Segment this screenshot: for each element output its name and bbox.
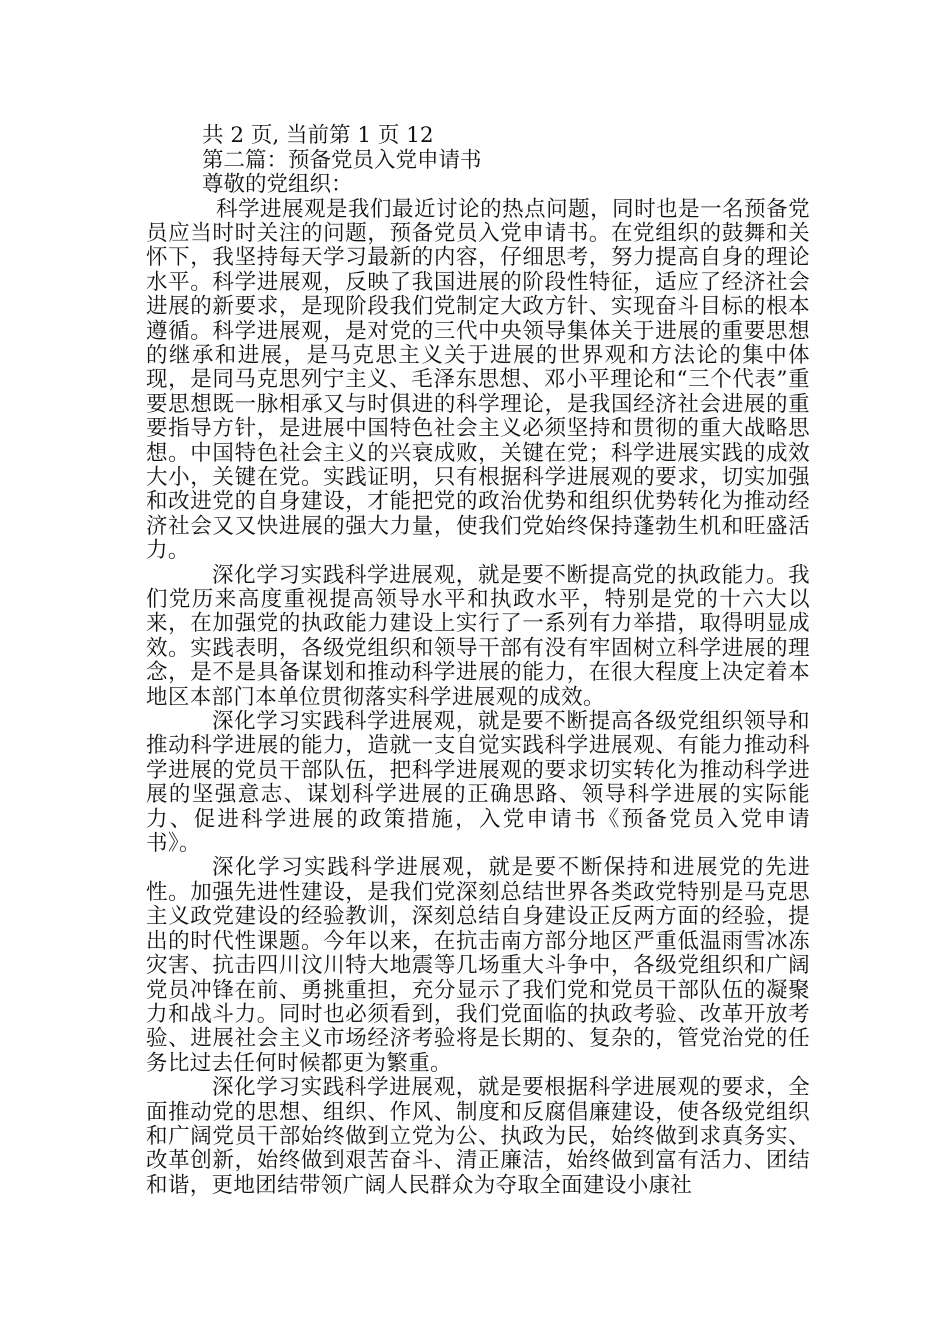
salutation: 尊敬的党组织： <box>202 172 353 197</box>
document-page <box>146 124 810 1198</box>
body-paragraph: 深化学习实践科学进展观，就是要根据科学进展观的要求，全面推动党的思想、组织、作风、制度和反腐倡廉建设，使各级党组织和广阔党员干部始终做到立党为公、执政为民，始终做到求真务实、改革创新，始终做到艰苦奋斗、清正廉洁，始终做到富有活力、团结和谐，更地团结带领广阔人民群众为夺取全面建设小康社 <box>146 1075 810 1198</box>
body-paragraph: 深化学习实践科学进展观，就是要不断提高各级党组织领导和推动科学进展的能力，造就一支自觉实践科学进展观、有能力推动科学进展的党员干部队伍，把科学进展观的要求切实转化为推动科学进展的坚强意志、谋划科学进展的正确思路、领导科学进展的实际能力、促进科学进展的政策措施，入党申请书《预备党员入党申请书》。 <box>146 709 810 857</box>
section-title: 第二篇：预备党员入党申请书 <box>202 147 482 173</box>
body-paragraph: 科学进展观是我们最近讨论的热点问题，同时也是一名预备党员应当时时关注的问题，预备党员入党申请书。在党组织的鼓舞和关怀下，我坚持每天学习最新的内容，仔细思考，努力提高自身的理论水平。科学进展观，反映了我国进展的阶段性特征，适应了经济社会进展的新要求，是现阶段我们党制定大政方针、实现奋斗目标的根本遵循。科学进展观，是对党的三代中央领导集体关于进展的重要思想的继承和进展，是马克思主义关于进展的世界观和方法论的集中体现，是同马克思列宁主义、毛泽东思想、邓小平理论和“三个代表”重要思想既一脉相承又与时俱进的科学理论，是我国经济社会进展的重要指导方针，是进展中国特色社会主义必须坚持和贯彻的重大战略思想。中国特色社会主义的兴衰成败，关键在党；科学进展实践的成效大小，关键在党。实践证明，只有根据科学进展观的要求，切实加强和改进党的自身建设，才能把党的政治优势和组织优势转化为推动经济社会又又快进展的强大力量，使我们党始终保持蓬勃生机和旺盛活力。 <box>146 196 810 564</box>
body-paragraph: 深化学习实践科学进展观，就是要不断提高党的执政能力。我们党历来高度重视提高领导水平和执政水平，特别是党的十六大以来，在加强党的执政能力建设上实行了一系列有力举措，取得明显成效。实践表明，各级党组织和领导干部有没有牢固树立科学进展的理念，是不是具备谋划和推动科学进展的能力，在很大程度上决定着本地区本部门本单位贯彻落实科学进展观的成效。 <box>146 562 810 710</box>
body-paragraph: 深化学习实践科学进展观，就是要不断保持和进展党的先进性。加强先进性建设，是我们党深刻总结世界各类政党特别是马克思主义政党建设的经验教训，深刻总结自身建设正反两方面的经验，提出的时代性课题。今年以来，在抗击南方部分地区严重低温雨雪冰冻灾害、抗击四川汶川特大地震等几场重大斗争中，各级党组织和广阔党员冲锋在前、勇挑重担，充分显示了我们党和党员干部队伍的凝聚力和战斗力。同时也必须看到，我们党面临的执政考验、改革开放考验、进展社会主义市场经济考验将是长期的、复杂的，管党治党的任务比过去任何时候都更为繁重。 <box>146 855 810 1076</box>
page-info: 共 2 页, 当前第 1 页 12 <box>202 123 434 148</box>
